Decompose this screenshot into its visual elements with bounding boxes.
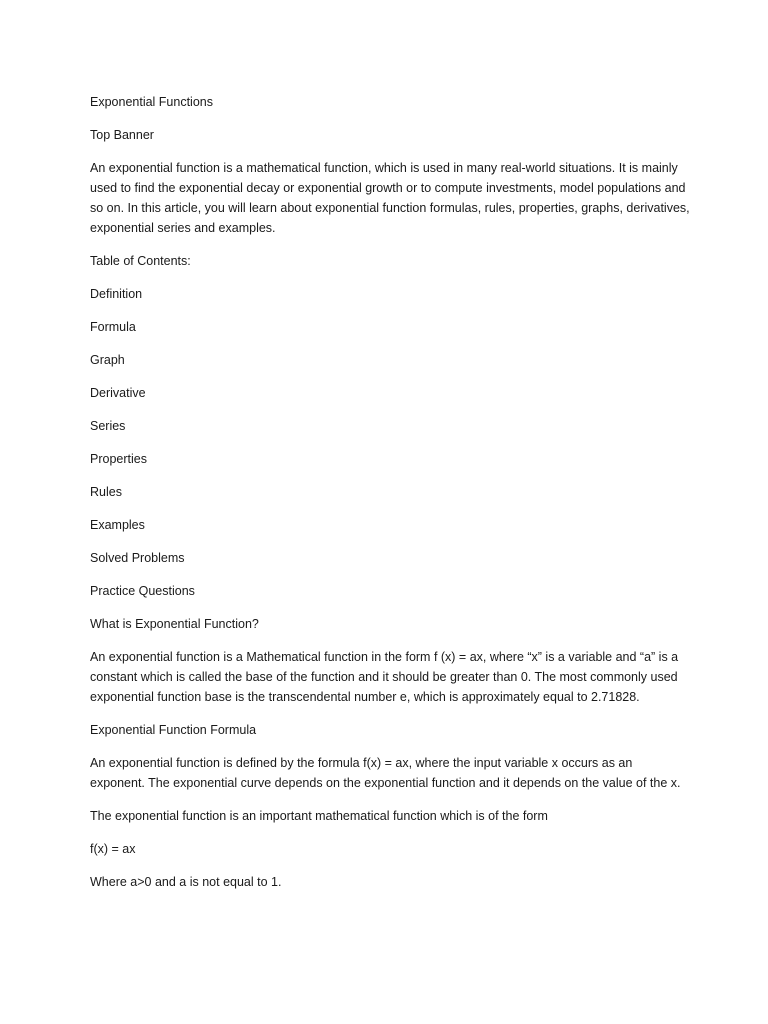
toc-item-derivative: Derivative [90,386,146,400]
formula-line: f(x) = ax [90,842,136,856]
formula-intro-paragraph: The exponential function is an important mathematical function which is of the form [90,809,548,823]
document-body [90,92,690,905]
formula-paragraph: An exponential function is defined by the formula f(x) = ax, where the input variable x occurs as an exponent. The exponential curve depends on the exponential function and it depends on the value of the x. [90,756,681,790]
section-heading-formula: Exponential Function Formula [90,723,257,737]
toc-item-solved-problems: Solved Problems [90,551,185,565]
toc-item-formula: Formula [90,320,136,334]
toc-item-practice-questions: Practice Questions [90,584,195,598]
definition-paragraph: An exponential function is a Mathematical function in the form f (x) = ax, where “x” is a variable and “a” is a constant which is called the base of the function and it should be greater than 0. The most commonly used exponential function base is the transcendental number e, which is approximately equal to 2.71828. [90,650,679,704]
banner-placeholder: Top Banner [90,128,154,142]
toc-item-series: Series [90,419,126,433]
toc-item-properties: Properties [90,452,147,466]
intro-paragraph: An exponential function is a mathematical function, which is used in many real-world situations. It is mainly used to find the exponential decay or exponential growth or to compute investments, model populations and so on. In this article, you will learn about exponential function formulas, rules, properties, graphs, derivatives, exponential series and examples. [90,161,690,235]
document-title: Exponential Functions [90,95,213,109]
toc-item-examples: Examples [90,518,145,532]
toc-item-definition: Definition [90,287,143,301]
toc-item-graph: Graph [90,353,125,367]
formula-condition: Where a>0 and a is not equal to 1. [90,875,282,889]
toc-heading: Table of Contents: [90,254,191,268]
section-heading-definition: What is Exponential Function? [90,617,259,631]
toc-item-rules: Rules [90,485,122,499]
